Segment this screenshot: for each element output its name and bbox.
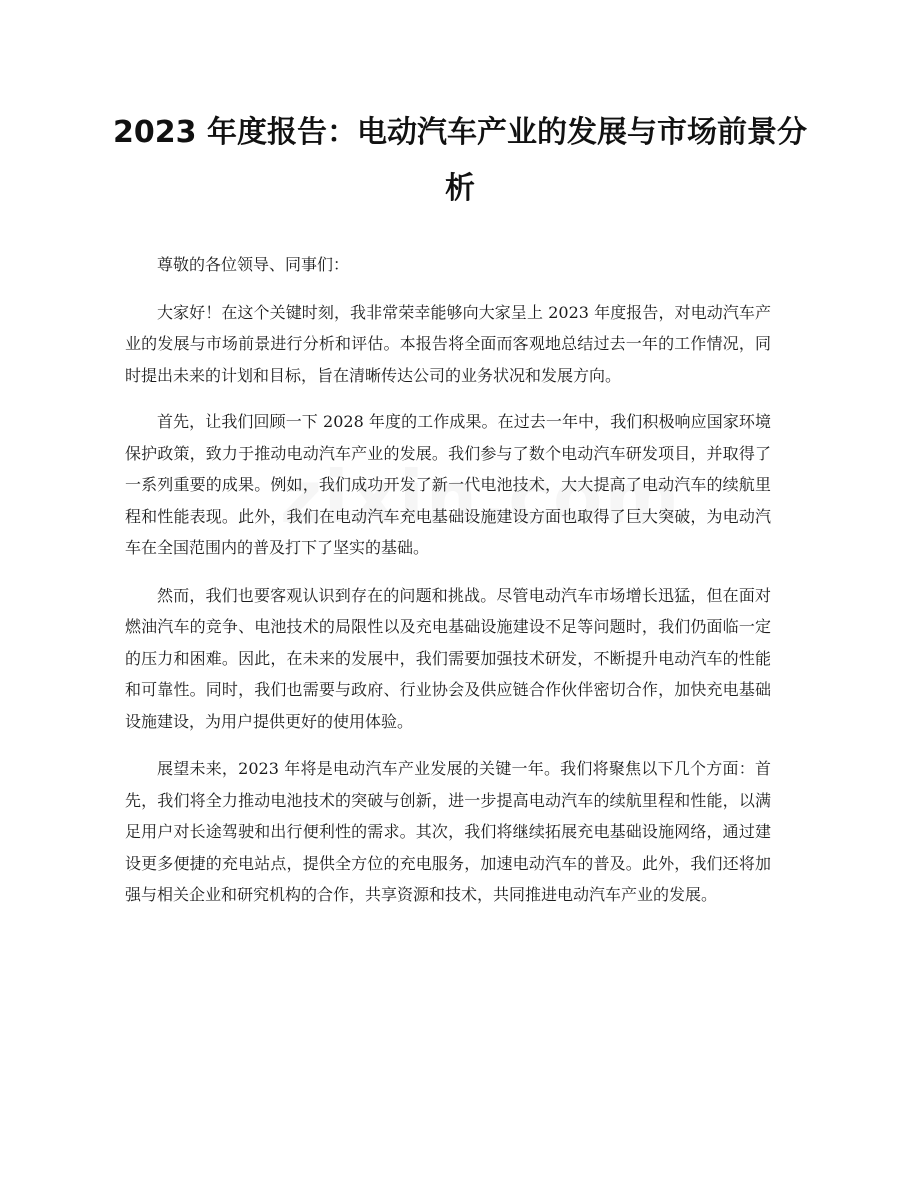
paragraph-1: 大家好！在这个关键时刻，我非常荣幸能够向大家呈上 2023 年度报告，对电动汽车产业的发展与市场前景进行分析和评估。本报告将全面而客观地总结过去一年的工作情况，同时提出未来的计划和目标，旨在清晰传达公司的业务状况和发展方向。 [125, 302, 771, 385]
document-body [125, 249, 771, 911]
paragraph-4: 展望未来，2023 年将是电动汽车产业发展的关键一年。我们将聚焦以下几个方面：首先，我们将全力推动电池技术的突破与创新，进一步提高电动汽车的续航里程和性能，以满足用户对长途驾驶和出行便利性的需求。其次，我们将继续拓展充电基础设施网络，通过建设更多便捷的充电站点，提供全方位的充电服务，加速电动汽车的普及。此外，我们还将加强与相关企业和研究机构的合作，共享资源和技术，共同推进电动汽车产业的发展。 [125, 759, 771, 904]
page-title: 2023 年度报告：电动汽车产业的发展与市场前景分析 [113, 115, 807, 206]
paragraph-3: 然而，我们也要客观认识到存在的问题和挑战。尽管电动汽车市场增长迅猛，但在面对燃油汽车的竞争、电池技术的局限性以及充电基础设施建设不足等问题时，我们仍面临一定的压力和困难。因此，在未来的发展中，我们需要加强技术研发，不断提升电动汽车的性能和可靠性。同时，我们也需要与政府、行业协会及供应链合作伙伴密切合作，加快充电基础设施建设，为用户提供更好的使用体验。 [125, 585, 771, 731]
salutation: 尊敬的各位领导、同事们： [157, 255, 350, 274]
paragraph-2: 首先，让我们回顾一下 2028 年度的工作成果。在过去一年中，我们积极响应国家环境保护政策，致力于推动电动汽车产业的发展。我们参与了数个电动汽车研发项目，并取得了一系列重要的成果。例如，我们成功开发了新一代电池技术，大大提高了电动汽车的续航里程和性能表现。此外，我们在电动汽车充电基础设施建设方面也取得了巨大突破，为电动汽车在全国范围内的普及打下了坚实的基础。 [125, 412, 771, 557]
